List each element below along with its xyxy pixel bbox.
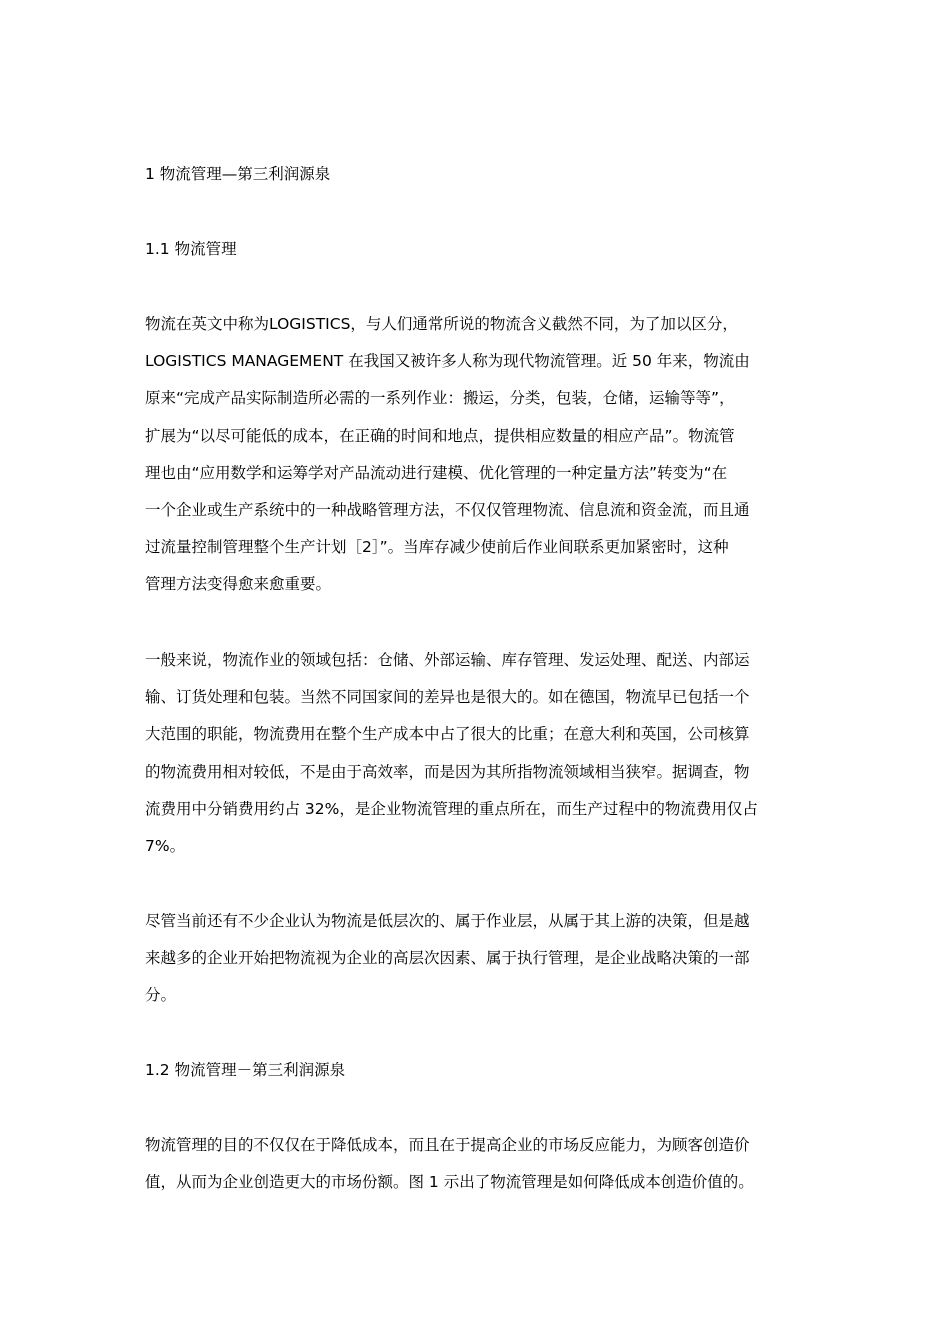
section-heading-1: 1 物流管理—第三利润源泉 [145, 165, 331, 183]
text-line: 一个企业或生产系统中的一种战略管理方法，不仅仅管理物流、信息流和资金流，而且通 [145, 500, 750, 519]
text-line: 流费用中分销费用约占 32%，是企业物流管理的重点所在，而生产过程中的物流费用仅占 [145, 799, 758, 818]
text-line: 管理方法变得愈来愈重要。 [145, 575, 332, 594]
text-line: 的物流费用相对较低，不是由于高效率，而是因为其所指物流领域相当狭窄。据调查，物 [145, 762, 750, 781]
text-line: 尽管当前还有不少企业认为物流是低层次的、属于作业层，从属于其上游的决策，但是越 [145, 912, 750, 930]
text-line: 值，从而为企业创造更大的市场份额。图 1 示出了物流管理是如何降低成本创造价值的。 [145, 1173, 754, 1192]
text-line: 大范围的职能，物流费用在整个生产成本中占了很大的比重；在意大利和英国，公司核算 [145, 725, 750, 744]
paragraph-logistics-definition [145, 306, 807, 604]
paragraph-logistics-scope [145, 642, 807, 865]
text-line: 分。 [145, 986, 177, 1005]
text-line: 来越多的企业开始把物流视为企业的高层次因素、属于执行管理，是企业战略决策的一部 [145, 949, 750, 968]
text-line: 扩展为“以尽可能低的成本，在正确的时间和地点，提供相应数量的相应产品”。物流管 [145, 426, 735, 445]
text-line: 理也由“应用数学和运筹学对产品流动进行建模、优化管理的一种定量方法”转变为“在 [145, 463, 728, 482]
paragraph-logistics-strategy [145, 903, 807, 1015]
text-line: 7%。 [145, 836, 186, 855]
text-line: LOGISTICS MANAGEMENT 在我国又被许多人称为现代物流管理。近 50 年来，物流由 [145, 352, 750, 371]
section-heading-1-2: 1.2 物流管理－第三利润源泉 [145, 1061, 346, 1079]
text-line: 物流在英文中称为LOGISTICS，与人们通常所说的物流含义截然不同，为了加以区分， [145, 315, 738, 333]
text-line: 原来“完成产品实际制造所必需的一系列作业：搬运，分类，包装，仓储，运输等等”， [145, 389, 735, 408]
text-line: 输、订货处理和包装。当然不同国家间的差异也是很大的。如在德国，物流早已包括一个 [145, 688, 750, 707]
text-line: 过流量控制管理整个生产计划［2］”。当库存减少使前后作业间联系更加紧密时，这种 [145, 538, 729, 557]
section-heading-1-1: 1.1 物流管理 [145, 240, 237, 258]
text-line: 物流管理的目的不仅仅在于降低成本，而且在于提高企业的市场反应能力，为顾客创造价 [145, 1136, 750, 1154]
text-line: 一般来说，物流作业的领域包括：仓储、外部运输、库存管理、发运处理、配送、内部运 [145, 651, 750, 669]
paragraph-logistics-goal [145, 1127, 807, 1201]
